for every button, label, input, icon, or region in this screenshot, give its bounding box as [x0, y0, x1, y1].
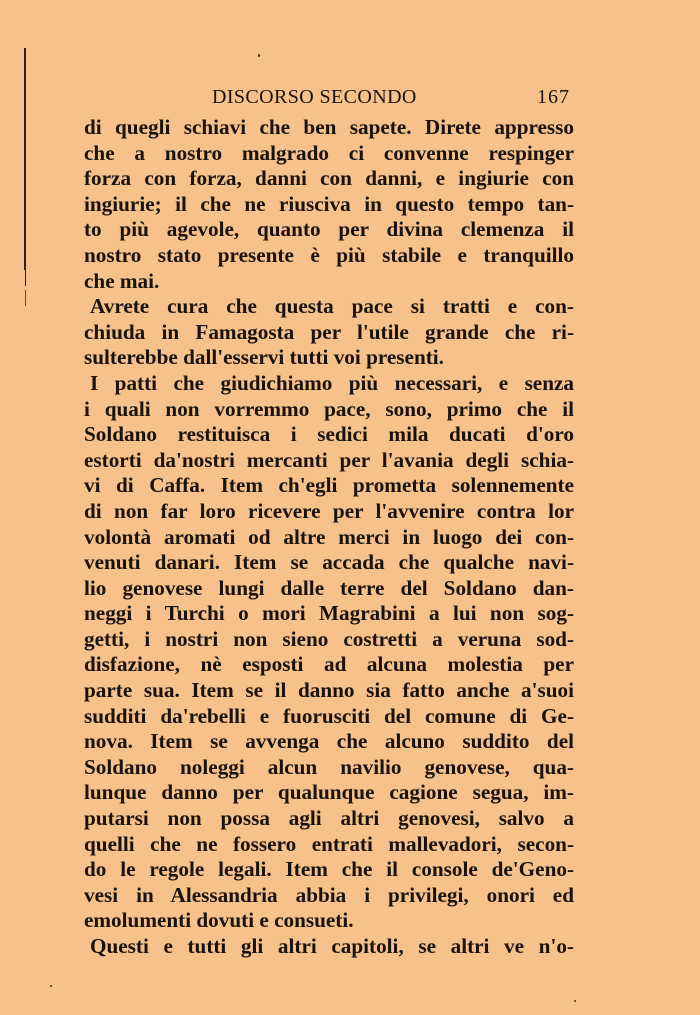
- page-number: 167: [537, 86, 570, 108]
- text-line: ingiurie; il che ne riusciva in questo tempo tan-: [84, 191, 574, 216]
- text-line: parte sua. Item se il danno sia fatto anche a'suoi: [84, 678, 574, 703]
- paper-speck: [574, 1000, 576, 1002]
- text-line: sulterebbe dall'esservi tutti voi presenti.: [84, 345, 444, 370]
- text-line: Questi e tutti gli altri capitoli, se altri ve n'o-: [90, 934, 574, 958]
- running-title: DISCORSO SECONDO: [212, 86, 417, 108]
- text-line: vi di Caffa. Item ch'egli prometta solennemente: [84, 473, 574, 498]
- text-line: che a nostro malgrado ci convenne respinger: [84, 140, 574, 165]
- text-line: nova. Item se avvenga che alcuno suddito del: [84, 729, 574, 754]
- text-line: forza con forza, danni con danni, e ingiurie con: [84, 166, 574, 191]
- text-line: sudditi da'rebelli e fuorusciti del comune di Ge-: [84, 703, 574, 728]
- text-line: lio genovese lungi dalle terre del Soldano dan-: [84, 575, 574, 600]
- text-line: Soldano restituisca i sedici mila ducati d'oro: [84, 422, 574, 447]
- text-line: venuti danari. Item se accada che qualche navi-: [84, 550, 574, 575]
- text-line: disfazione, nè esposti ad alcuna molestia per: [84, 652, 574, 677]
- margin-rule: [25, 290, 26, 306]
- text-line: do le regole legali. Item che il console de'Geno-: [84, 857, 574, 882]
- text-line: neggi i Turchi o mori Magrabini a lui non sog-: [84, 601, 574, 626]
- text-line: di quegli schiavi che ben sapete. Direte appresso: [84, 115, 574, 139]
- text-line: vesi in Alessandria abbia i privilegi, onori ed: [84, 882, 574, 907]
- text-line: chiuda in Famagosta per l'utile grande che ri-: [84, 319, 574, 344]
- text-line: to più agevole, quanto per divina clemenza il: [84, 217, 574, 242]
- text-line: I patti che giudichiamo più necessari, e senza: [90, 370, 574, 395]
- paper-speck: [258, 54, 260, 57]
- text-line: emolumenti dovuti e consueti.: [84, 908, 354, 933]
- text-line: lunque danno per qualunque cagione segua, im-: [84, 780, 574, 805]
- text-line: di non far loro ricevere per l'avvenire contra lor: [84, 498, 574, 523]
- margin-rule: [25, 268, 26, 286]
- text-line: putarsi non possa agli altri genovesi, salvo a: [84, 806, 574, 831]
- text-line: i quali non vorremmo pace, sono, primo che il: [84, 396, 574, 421]
- text-line: Soldano noleggi alcun navilio genovese, qua-: [84, 754, 574, 779]
- text-line: volontà aromati od altre merci in luogo dei con-: [84, 524, 574, 549]
- text-line: getti, i nostri non sieno costretti a veruna sod-: [84, 626, 574, 651]
- text-line: Avrete cura che questa pace si tratti e con-: [90, 294, 574, 319]
- text-line: estorti da'nostri mercanti per l'avania degli schia-: [84, 447, 574, 472]
- body-text: [84, 115, 574, 960]
- paper-speck: [50, 985, 52, 987]
- text-line: che mai.: [84, 268, 160, 293]
- page-header: [82, 86, 572, 112]
- text-line: nostro stato presente è più stabile e tranquillo: [84, 242, 574, 267]
- margin-rule: [24, 48, 26, 270]
- text-line: quelli che ne fossero entrati mallevadori, secon-: [84, 831, 574, 856]
